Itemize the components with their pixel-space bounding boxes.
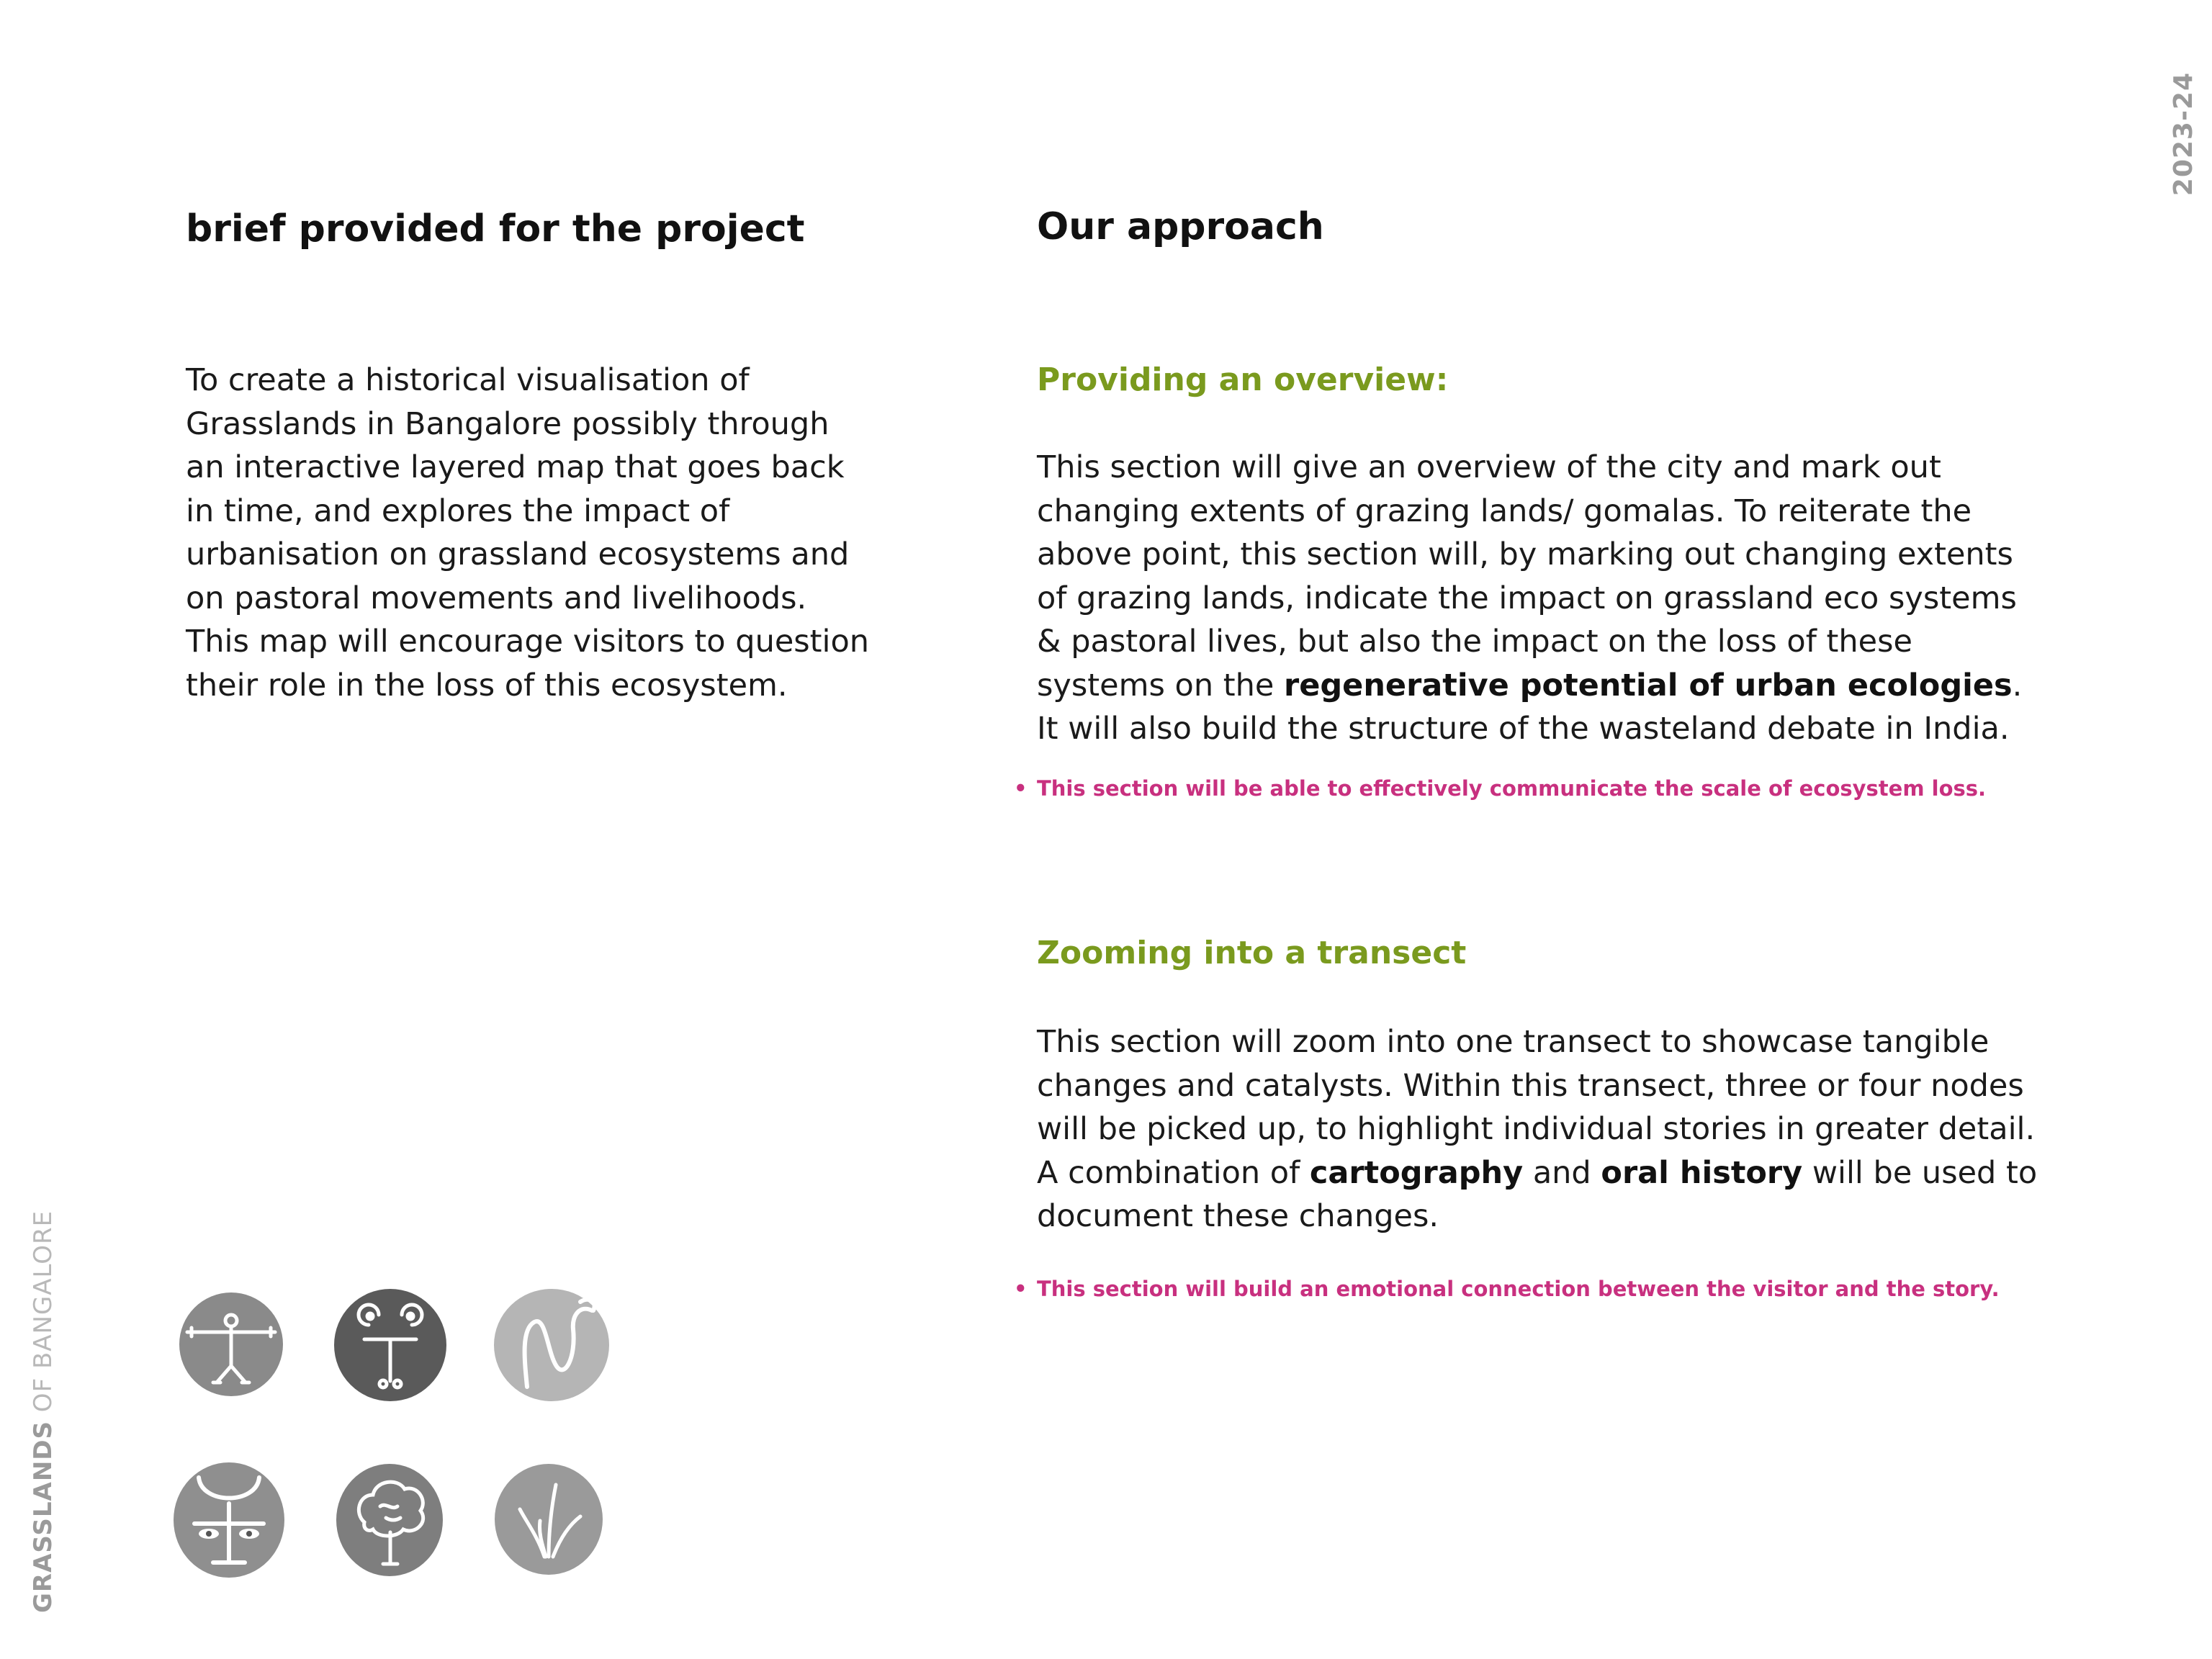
face-icon: [333, 1287, 448, 1403]
overview-paragraph: [1037, 446, 2045, 751]
transect-subheading: Zooming into a transect: [1037, 935, 1467, 971]
brief-paragraph: To create a historical visualisation of Grasslands in Bangalore possibly through an interactive layered map that goes back in time, and explores the impact of urbanisation on grassland ecosystems and on pastoral movements and livelihoods. This map will encourage visitors to question their role in the loss of this ecosystem.: [186, 362, 870, 703]
transect-bold-oral-history: oral history: [1601, 1154, 1803, 1191]
tree-icon: [336, 1463, 444, 1577]
overview-text-bold: regenerative potential of urban ecologies: [1284, 667, 2013, 703]
overview-text-start: This section will give an overview of the city and mark out changing extents of grazing lands/ gomalas. To reiterate the above point, this section will, by marking out changing extents of grazing lands, indicate the impact on grassland eco systems & pastoral lives, but also the impact on the loss of these systems on the: [1037, 449, 2017, 703]
approach-heading: Our approach: [1037, 205, 1324, 248]
figure-icon: [177, 1290, 285, 1398]
brief-heading: brief provided for the project: [186, 207, 805, 251]
transect-text-3: will be used to document these changes.: [1037, 1154, 2038, 1234]
transect-text-1: This section will zoom into one transect to showcase tangible changes and catalysts. Within this transect, three or four nodes will be picked up, to highlight individual stories in greater detail. A combination of: [1037, 1024, 2036, 1191]
transect-note: • This section will build an emotional connection between the visitor and the story.: [1037, 1277, 2000, 1301]
icon-grid: [173, 1274, 619, 1591]
transect-paragraph: [1037, 1020, 2045, 1238]
site-title-bold: GRASSLANDS: [29, 1421, 58, 1613]
overview-subheading: Providing an overview:: [1037, 361, 1449, 398]
year-label: 2023-24: [2169, 72, 2198, 197]
serpent-icon: [493, 1286, 611, 1404]
horned-face-icon: [173, 1462, 285, 1578]
overview-text-end: . It will also build the structure of the wasteland debate in India.: [1037, 667, 2023, 747]
transect-text-2: and: [1523, 1154, 1601, 1191]
site-title-light: OF BANGALORE: [29, 1210, 58, 1413]
overview-note: • This section will be able to effectively communicate the scale of ecosystem loss.: [1037, 776, 1986, 801]
vertical-site-title: [29, 1210, 58, 1613]
transect-bold-cartography: cartography: [1309, 1154, 1524, 1191]
grass-icon: [494, 1463, 603, 1575]
